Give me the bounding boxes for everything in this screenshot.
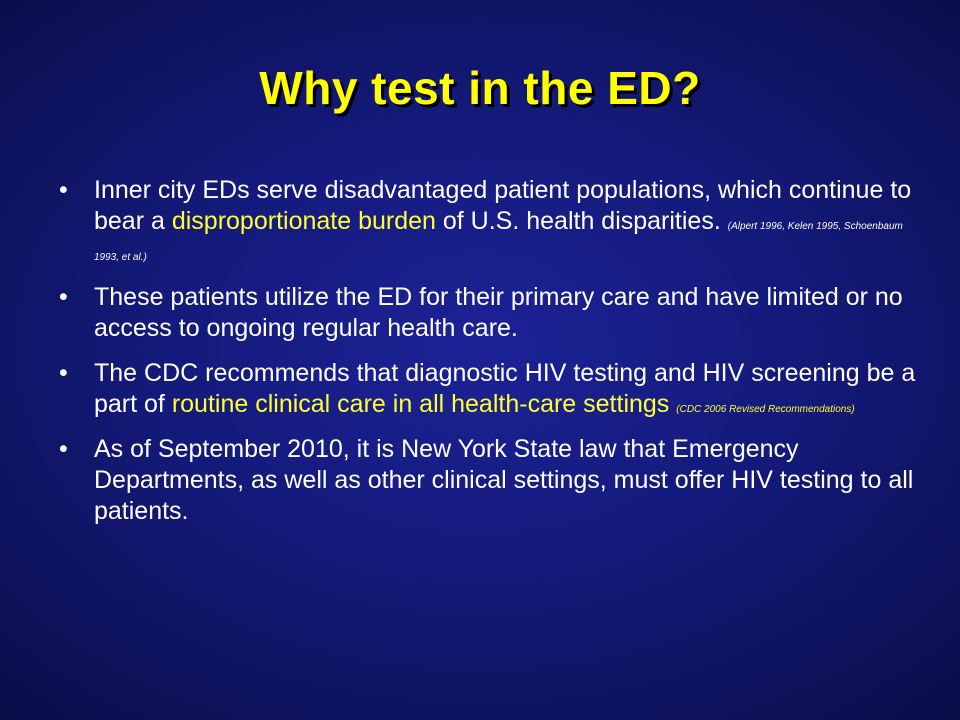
bullet-text: Inner city EDs serve disadvantaged patient populations, which continue to bear a	[94, 176, 912, 235]
bullet-item-ny-law	[59, 434, 924, 527]
bullet-dot-icon: •	[59, 435, 68, 463]
bullet-item-cdc-recommendation	[59, 358, 924, 420]
bullet-list	[59, 175, 924, 541]
bullet-text: The CDC recommends that diagnostic HIV testing and HIV screening be a part of	[94, 359, 916, 418]
slide-title: Why test in the ED?	[259, 62, 701, 114]
bullet-dot-icon: •	[59, 283, 68, 311]
bullet-text-tail: of U.S. health disparities.	[435, 207, 728, 235]
bullet-dot-icon: •	[59, 176, 68, 204]
bullet-highlight: disproportionate burden	[171, 207, 436, 235]
bullet-item-primary-care	[59, 282, 924, 344]
bullet-dot-icon: •	[59, 359, 68, 387]
bullet-highlight: routine clinical care in all health-care settings	[171, 390, 670, 418]
citation: (CDC 2006 Revised Recommendations)	[676, 404, 855, 415]
bullet-item-ed-populations	[59, 175, 924, 268]
citation: (Alpert 1996, Kelen 1995, Schoenbaum 1993, et al.)	[94, 221, 903, 263]
bullet-text: As of September 2010, it is New York State law that Emergency Departments, as well as other clinical settings, must offer HIV testing to all patients.	[94, 435, 914, 525]
bullet-text: These patients utilize the ED for their primary care and have limited or no access to ongoing regular health care.	[94, 283, 903, 342]
